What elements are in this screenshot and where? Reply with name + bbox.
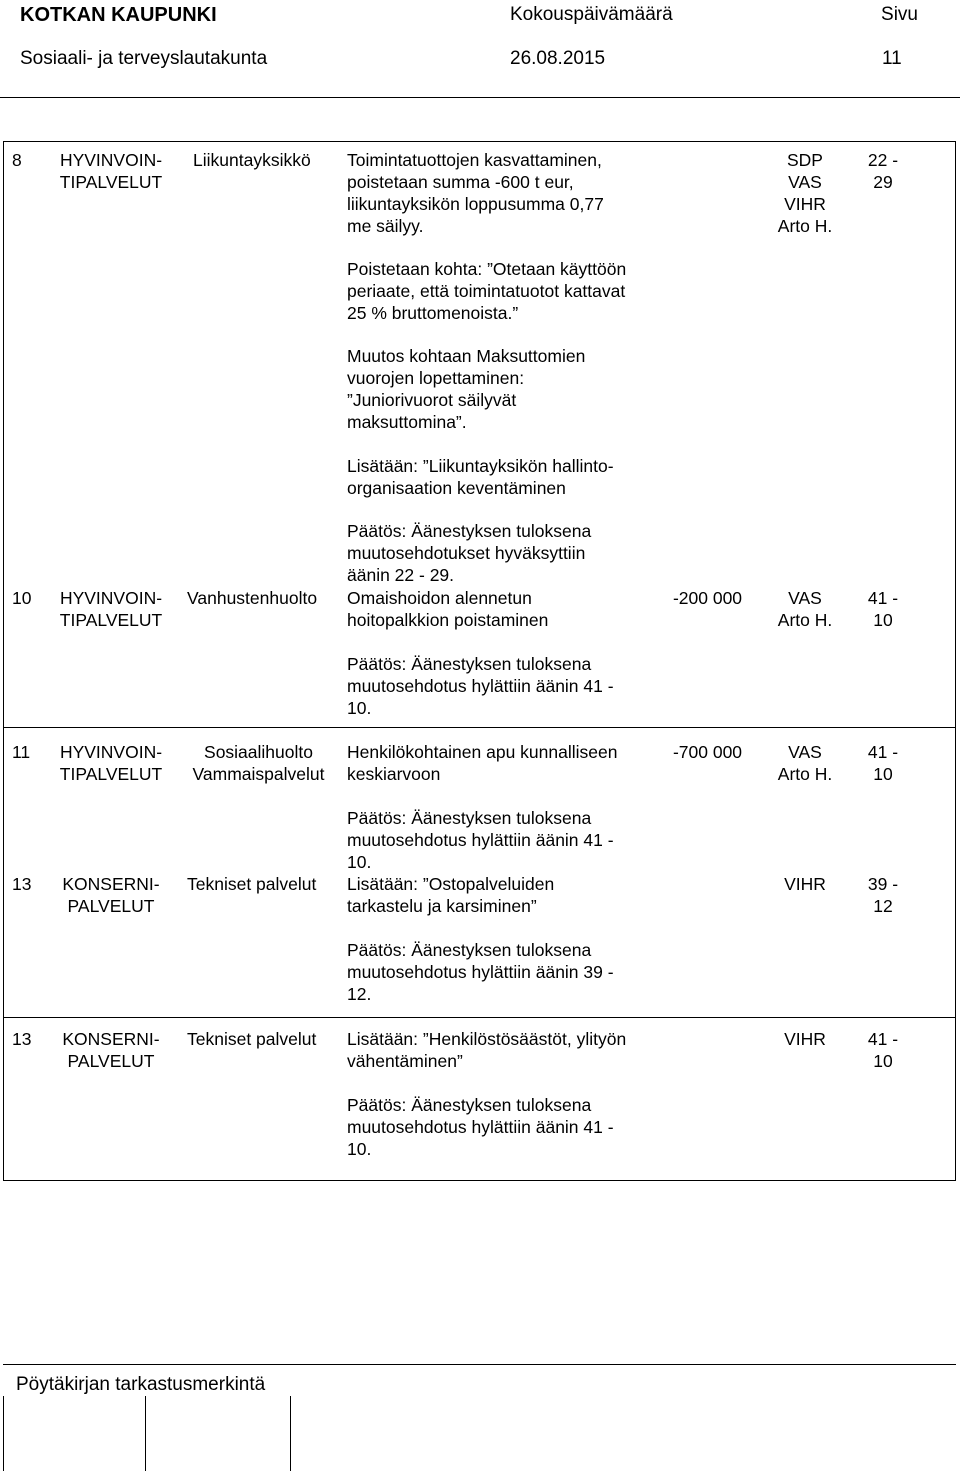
organization-name: KOTKAN KAUPUNKI xyxy=(20,4,217,26)
proposers: VAS Arto H. xyxy=(777,588,833,630)
date-label: Kokouspäivämäärä xyxy=(510,4,673,25)
paragraph: Lisätään: ”Henkilöstösäästöt, ylityön vähentäminen” xyxy=(347,1029,627,1071)
board-name: Sosiaali- ja terveyslautakunta xyxy=(20,48,268,69)
signature-divider xyxy=(145,1396,146,1471)
paragraph: Omaishoidon alennetun hoitopalkkion poistaminen xyxy=(347,588,549,630)
proposers: VIHR xyxy=(784,1029,826,1049)
review-marking-label: Pöytäkirjan tarkastusmerkintä xyxy=(16,1374,266,1395)
paragraph: Lisätään: ”Liikuntayksikön hallinto- organisaation keventäminen xyxy=(347,456,614,498)
signature-divider xyxy=(290,1396,291,1471)
paragraph: Lisätään: ”Ostopalveluiden tarkastelu ja karsiminen” xyxy=(347,874,555,916)
decision-text: Päätös: Äänestyksen tuloksena muutosehdotus hylättiin äänin 41 - 10. xyxy=(347,808,614,872)
sector: HYVINVOIN- TIPALVELUT xyxy=(59,588,163,630)
decision-text: Päätös: Äänestyksen tuloksena muutosehdotukset hyväksyttiin äänin 22 - 29. xyxy=(347,521,592,585)
unit: Tekniset palvelut xyxy=(187,874,317,894)
vote-result: 39 - 12 xyxy=(867,874,899,916)
amount: -200 000 xyxy=(672,588,743,608)
sector: KONSERNI- PALVELUT xyxy=(62,874,160,916)
amount: -700 000 xyxy=(672,742,743,762)
header-divider xyxy=(0,97,960,98)
unit: Tekniset palvelut xyxy=(187,1029,317,1049)
table-bottom-border xyxy=(3,1180,956,1181)
unit: Vanhustenhuolto xyxy=(187,588,318,608)
paragraph: Henkilökohtainen apu kunnalliseen keskiarvoon xyxy=(347,742,618,784)
row-divider xyxy=(3,727,956,728)
decision-text: Päätös: Äänestyksen tuloksena muutosehdotus hylättiin äänin 39 - 12. xyxy=(347,940,614,1004)
unit: Sosiaalihuolto Vammaispalvelut xyxy=(192,742,325,784)
vote-result: 22 - 29 xyxy=(867,150,899,192)
vote-result: 41 - 10 xyxy=(867,742,899,784)
table-top-border xyxy=(3,141,956,142)
proposers: VAS Arto H. xyxy=(777,742,833,784)
row-number: 10 xyxy=(12,588,32,608)
proposers: VIHR xyxy=(784,874,826,894)
decision-text: Päätös: Äänestyksen tuloksena muutosehdotus hylättiin äänin 41 - 10. xyxy=(347,654,614,718)
row-number: 11 xyxy=(12,742,31,762)
sector: KONSERNI- PALVELUT xyxy=(62,1029,160,1071)
paragraph: Muutos kohtaan Maksuttomien vuorojen lopettaminen: ”Juniorivuorot säilyvät maksuttomina”. xyxy=(347,346,586,432)
row-number: 13 xyxy=(12,874,32,894)
decision-text: Päätös: Äänestyksen tuloksena muutosehdotus hylättiin äänin 41 - 10. xyxy=(347,1095,614,1159)
page-label: Sivu xyxy=(881,4,918,25)
vote-result: 41 - 10 xyxy=(867,588,899,630)
row-number: 13 xyxy=(12,1029,32,1049)
unit: Liikuntayksikkö xyxy=(193,150,311,170)
table-left-border xyxy=(3,141,4,1181)
row-divider xyxy=(3,1017,956,1018)
proposers: SDP VAS VIHR Arto H. xyxy=(777,150,833,236)
page-header-line-1 xyxy=(20,3,918,27)
signature-divider xyxy=(3,1396,4,1471)
sector: HYVINVOIN- TIPALVELUT xyxy=(59,742,163,784)
vote-result: 41 - 10 xyxy=(867,1029,899,1071)
row-number: 8 xyxy=(12,150,22,170)
footer-top-border xyxy=(3,1364,956,1365)
meeting-date: 26.08.2015 xyxy=(510,48,606,69)
page-number: 11 xyxy=(882,48,902,69)
table-right-border xyxy=(955,141,956,1181)
paragraph: Poistetaan kohta: ”Otetaan käyttöön periaate, että toimintatuotot kattavat 25 % bruttomenoista.” xyxy=(347,259,627,323)
page-header-line-2 xyxy=(20,47,918,71)
sector: HYVINVOIN- TIPALVELUT xyxy=(59,150,163,192)
paragraph: Toimintatuottojen kasvattaminen, poistetaan summa -600 t eur, liikuntayksikön loppusumma 0,77 me säilyy. xyxy=(347,150,604,236)
